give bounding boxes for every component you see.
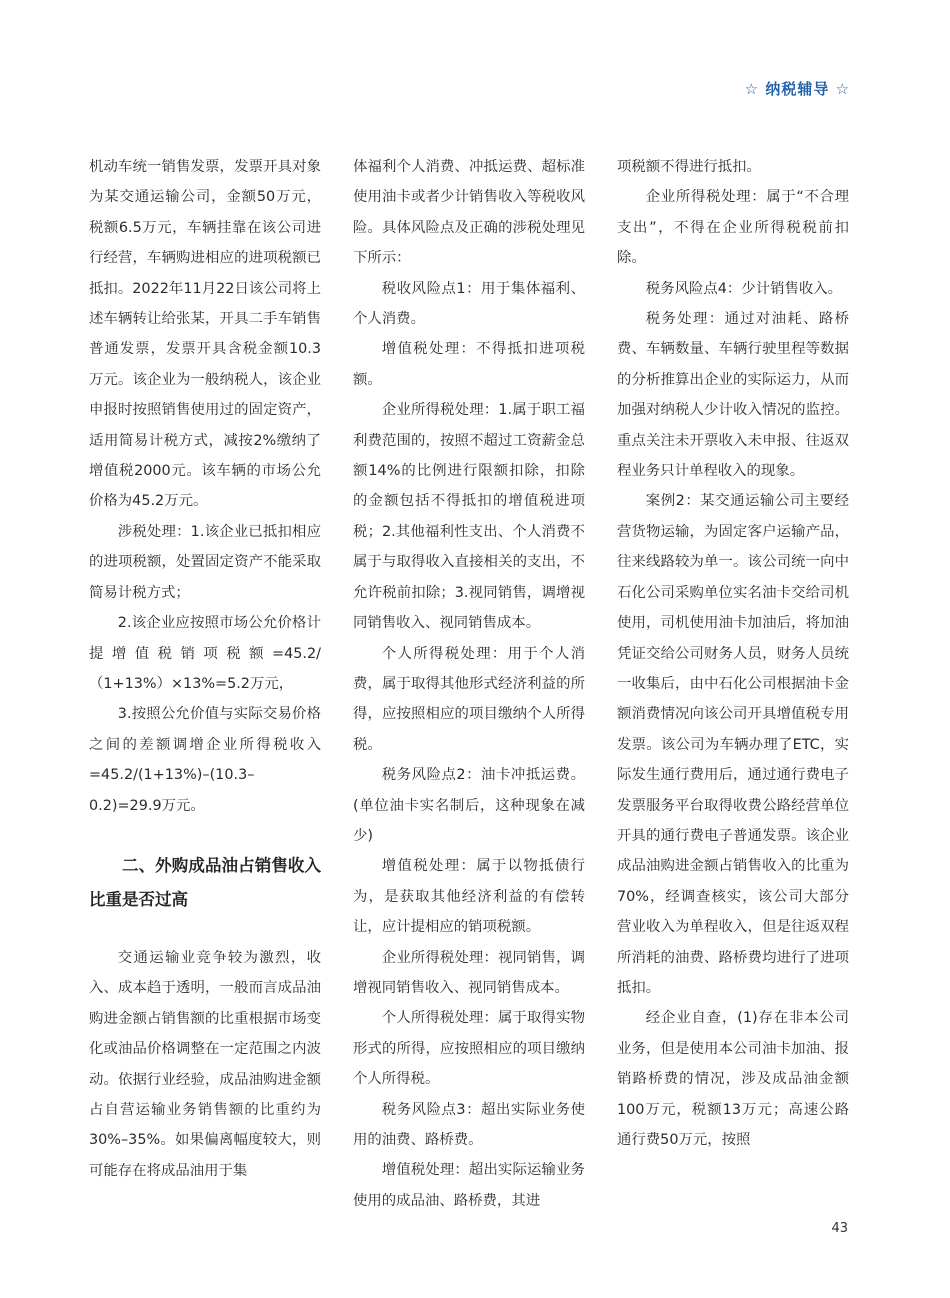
paragraph: 企业所得税处理：1.属于职工福利费范围的，按照不超过工资薪金总额14%的比例进行限额扣除，扣除的金额包括不得抵扣的增值税进项税；2.其他福利性支出、个人消费不属于与取得收入直接相关的支出，不允许税前扣除；3.视同销售，调增视同销售收入、视同销售成本。	[353, 402, 585, 632]
paragraph: 交通运输业竞争较为激烈，收入、成本趋于透明，一般而言成品油购进金额占销售额的比重根据市场变化或油品价格调整在一定范围之内波动。依据行业经验，成品油购进金额占自营运输业务销售额的比重约为30%–35%。如果偏离幅度较大，则可能存在将成品油用于集	[89, 949, 321, 1179]
paragraph: 税务处理：通过对油耗、路桥费、车辆数量、车辆行驶里程等数据的分析推算出企业的实际运力，从而加强对纳税人少计收入情况的监控。重点关注未开票收入未申报、往返双程业务只计单程收入的现象。	[617, 311, 849, 480]
paragraph: 增值税处理：超出实际运输业务使用的成品油、路桥费，其进	[353, 1162, 585, 1209]
paragraph: 税务风险点3：超出实际业务使用的油费、路桥费。	[353, 1101, 585, 1148]
column-2	[353, 152, 585, 1216]
paragraph: 增值税处理：属于以物抵债行为，是获取其他经济利益的有偿转让，应计提相应的销项税额。	[353, 858, 585, 936]
paragraph: 2.该企业应按照市场公允价格计提增值税销项税额=45.2/（1+13%）×13%=5.2万元，	[89, 615, 321, 692]
paragraph: 经企业自查，(1)存在非本公司业务，但是使用本公司油卡加油、报销路桥费的情况，涉及成品油金额100万元，税额13万元；高速公路通行费50万元，按照	[617, 1010, 849, 1148]
paragraph: 税务风险点4：少计销售收入。	[645, 280, 843, 297]
column-3	[617, 152, 849, 1155]
paragraph: 3.按照公允价值与实际交易价格之间的差额调增企业所得税收入=45.2/(1+13%)–(10.3–0.2)=29.9万元。	[89, 706, 321, 814]
paragraph: 税务风险点2：油卡冲抵运费。(单位油卡实名制后，这种现象在减少)	[353, 767, 585, 844]
section-header: ☆ 纳税辅导 ☆	[744, 80, 850, 98]
paragraph: 体福利个人消费、冲抵运费、超标准使用油卡或者少计销售收入等税收风险。具体风险点及正确的涉税处理见下所示：	[353, 159, 585, 267]
paragraph: 个人所得税处理：用于个人消费，属于取得其他形式经济利益的所得，应按照相应的项目缴纳个人所得税。	[353, 645, 585, 753]
paragraph: 增值税处理：不得抵扣进项税额。	[353, 341, 585, 388]
paragraph: 企业所得税处理：属于“不合理支出”，不得在企业所得税税前扣除。	[617, 189, 849, 267]
paragraph: 项税额不得进行抵扣。	[617, 159, 761, 175]
column-1	[89, 152, 321, 1186]
paragraph: 涉税处理：1.该企业已抵扣相应的进项税额，处置固定资产不能采取简易计税方式；	[89, 523, 321, 601]
paragraph: 案例2：某交通运输公司主要经营货物运输，为固定客户运输产品，往来线路较为单一。该公司统一向中石化公司采购单位实名油卡交给司机使用，司机使用油卡加油后，将加油凭证交给公司财务人员，财务人员统一收集后，由中石化公司根据油卡金额消费情况向该公司开具增值税专用发票。该公司为车辆办理了ETC，实际发生通行费用后，通过通行费电子发票服务平台取得收费公路经营单位开具的通行费电子普通发票。该企业成品油购进金额占销售收入的比重为70%，经调查核实，该公司大部分营业收入为单程收入，但是往返双程所消耗的油费、路桥费均进行了进项抵扣。	[617, 493, 849, 996]
page-number: 43	[831, 1221, 848, 1236]
paragraph: 税收风险点1：用于集体福利、个人消费。	[353, 280, 585, 328]
paragraph: 个人所得税处理：属于取得实物形式的所得，应按照相应的项目缴纳个人所得税。	[353, 1010, 585, 1088]
paragraph: 机动车统一销售发票，发票开具对象为某交通运输公司，金额50万元，税额6.5万元，车辆挂靠在该公司进行经营，车辆购进相应的进项税额已抵扣。2022年11月22日该公司将上述车辆转让给张某，开具二手车销售普通发票，发票开具含税金额10.3万元。该企业为一般纳税人，该企业申报时按照销售使用过的固定资产，适用简易计税方式，减按2%缴纳了增值税2000元。该车辆的市场公允价格为45.2万元。	[89, 159, 321, 510]
paragraph: 企业所得税处理：视同销售，调增视同销售收入、视同销售成本。	[353, 949, 585, 996]
section-heading: 二、外购成品油占销售收入比重是否过高	[89, 855, 321, 909]
